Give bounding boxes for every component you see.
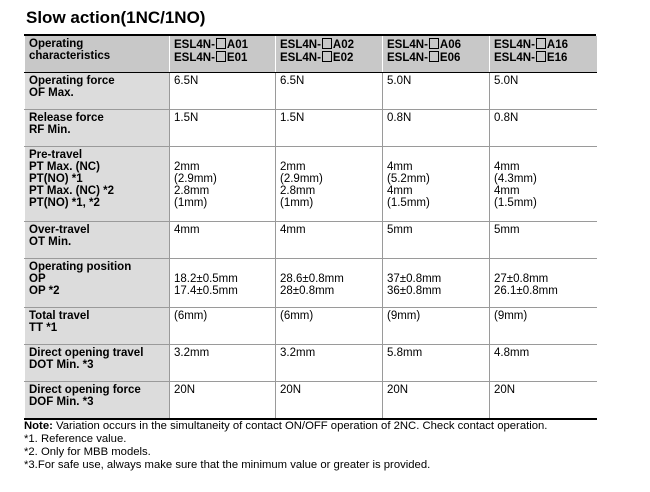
footnote: *3.For safe use, always make sure that the minimum value or greater is provided. — [24, 459, 431, 471]
table-cell: 3.2mm — [170, 345, 276, 382]
note-text: Variation occurs in the simultaneity of contact ON/OFF operation of 2NC. Check contact operation. — [52, 420, 548, 432]
table-cell: 2mm (2.9mm) 2.8mm (1mm) — [276, 147, 383, 222]
table-row — [25, 73, 597, 110]
table-cell: 4mm — [276, 222, 383, 259]
page-title: Slow action(1NC/1NO) — [26, 8, 206, 27]
table-cell: 20N — [383, 382, 490, 419]
table-cell: 0.8N — [490, 110, 597, 147]
table-row — [25, 345, 597, 382]
table-cell: 4mm (4.3mm) 4mm (1.5mm) — [490, 147, 597, 222]
table-header-row — [25, 36, 597, 73]
row-label: Release force RF Min. — [25, 110, 170, 147]
table-cell: 4mm — [170, 222, 276, 259]
model-header: ESL4N- A16 ESL4N- E16 — [490, 36, 597, 73]
note-label: Note: — [24, 420, 53, 432]
table-cell: (6mm) — [170, 308, 276, 345]
row-label: Operating position OP OP *2 — [25, 259, 170, 308]
table-cell: 5.8mm — [383, 345, 490, 382]
table-cell: 1.5N — [170, 110, 276, 147]
table-cell: 18.2±0.5mm 17.4±0.5mm — [170, 259, 276, 308]
table-cell: (9mm) — [383, 308, 490, 345]
table-row — [25, 382, 597, 419]
table-cell: 6.5N — [276, 73, 383, 110]
table-cell: 20N — [490, 382, 597, 419]
placeholder-box-icon — [536, 51, 546, 62]
table-cell: 1.5N — [276, 110, 383, 147]
table-cell: (6mm) — [276, 308, 383, 345]
table-cell: 0.8N — [383, 110, 490, 147]
table-cell: 2mm (2.9mm) 2.8mm (1mm) — [170, 147, 276, 222]
table-cell: 4mm (5.2mm) 4mm (1.5mm) — [383, 147, 490, 222]
row-label: Direct opening force DOF Min. *3 — [25, 382, 170, 419]
footnote: *1. Reference value. — [24, 433, 127, 445]
row-label: Over-travel OT Min. — [25, 222, 170, 259]
header-label: Operating characteristics — [25, 36, 170, 73]
placeholder-box-icon — [216, 38, 226, 49]
footnote: *2. Only for MBB models. — [24, 446, 151, 458]
placeholder-box-icon — [216, 51, 226, 62]
notes-section — [24, 420, 614, 472]
table-cell: 3.2mm — [276, 345, 383, 382]
table-row — [25, 110, 597, 147]
table-cell: 20N — [276, 382, 383, 419]
table-cell: (9mm) — [490, 308, 597, 345]
characteristics-table — [24, 36, 597, 420]
model-header: ESL4N- A06 ESL4N- E06 — [383, 36, 490, 73]
model-header: ESL4N- A02 ESL4N- E02 — [276, 36, 383, 73]
placeholder-box-icon — [322, 38, 332, 49]
table-cell: 5.0N — [490, 73, 597, 110]
model-header: ESL4N- A01 ESL4N- E01 — [170, 36, 276, 73]
table-row — [25, 259, 597, 308]
table-cell: 4.8mm — [490, 345, 597, 382]
table-cell: 20N — [170, 382, 276, 419]
row-label: Direct opening travel DOT Min. *3 — [25, 345, 170, 382]
placeholder-box-icon — [429, 38, 439, 49]
row-label: Total travel TT *1 — [25, 308, 170, 345]
table-cell: 37±0.8mm 36±0.8mm — [383, 259, 490, 308]
placeholder-box-icon — [429, 51, 439, 62]
table-row — [25, 147, 597, 222]
table-cell: 5mm — [383, 222, 490, 259]
table-cell: 6.5N — [170, 73, 276, 110]
table-row — [25, 308, 597, 345]
table-cell: 5mm — [490, 222, 597, 259]
table-row — [25, 222, 597, 259]
placeholder-box-icon — [322, 51, 332, 62]
note-line — [24, 420, 614, 433]
table-cell: 28.6±0.8mm 28±0.8mm — [276, 259, 383, 308]
table-cell: 5.0N — [383, 73, 490, 110]
row-label: Operating force OF Max. — [25, 73, 170, 110]
placeholder-box-icon — [536, 38, 546, 49]
row-label: Pre-travel PT Max. (NC) PT(NO) *1 PT Max. (NC) *2 PT(NO) *1, *2 — [25, 147, 170, 222]
table-cell: 27±0.8mm 26.1±0.8mm — [490, 259, 597, 308]
